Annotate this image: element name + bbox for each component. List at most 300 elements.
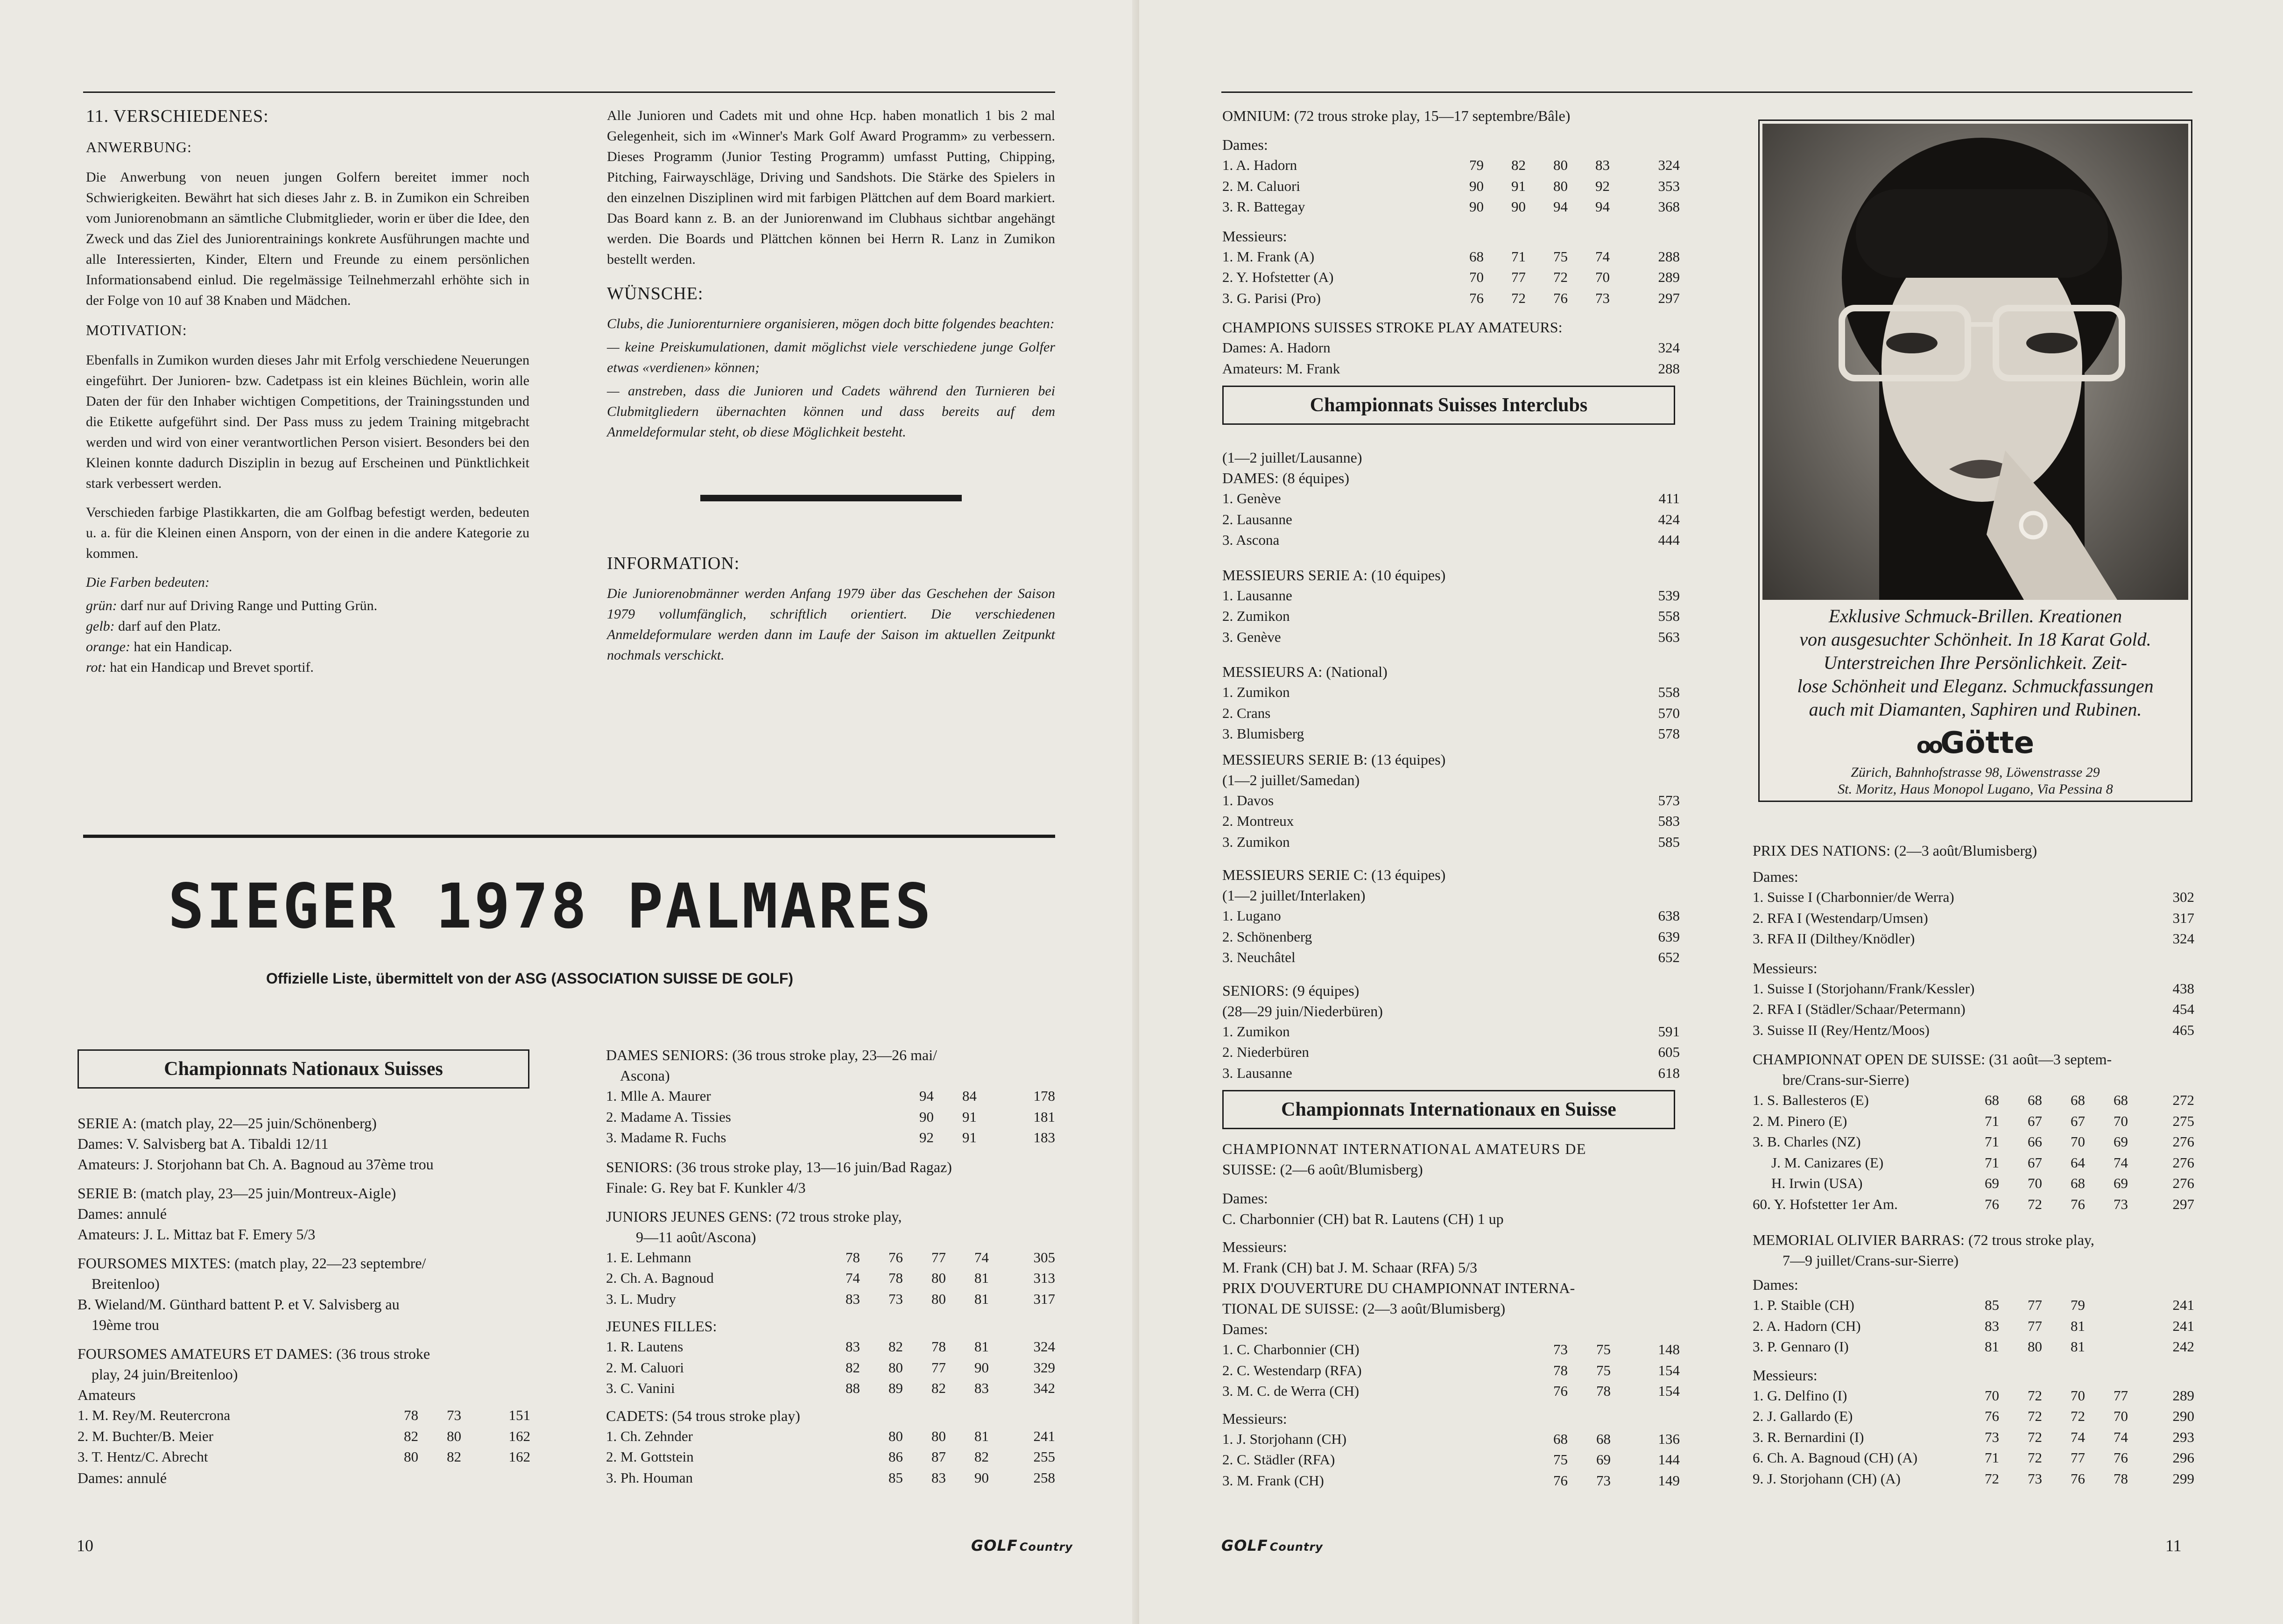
result-score: 83: [931, 1469, 946, 1486]
result-score: 275: [2172, 1112, 2194, 1129]
result-score: 241: [2172, 1297, 2194, 1313]
wuensche-item: — anstreben, dass die Junioren und Cadets während den Turnieren bei Clubmitgliedern übernachten können und dass bereits auf dem Anmeldeformular steht, ob diese Möglichkeit besteht.: [607, 383, 1055, 440]
result-row: [1753, 1173, 2194, 1194]
serie-b-table: [1222, 790, 1680, 853]
result-score: 86: [888, 1448, 903, 1465]
ad-address: Zürich, Bahnhofstrasse 98, Löwenstrasse 29 St. Moritz, Haus Monopol Lugano, Via Pessina 8: [1838, 765, 2113, 797]
open-suisse-title: CHAMPIONNAT OPEN DE SUISSE: (31 août—3 septem-: [1753, 1051, 2112, 1068]
seniors-title: SENIORS: (36 trous stroke play, 13—16 juin/Bad Ragaz): [606, 1158, 952, 1175]
result-score: 324: [1658, 339, 1680, 356]
result-score: 90: [1511, 198, 1526, 215]
motivation-text: Ebenfalls in Zumikon wurden dieses Jahr mit Erfolg verschiedene Neuerungen eingeführt. Der Junioren- bzw. Cadetpass ist ein kleines Büchlein, worin alle Daten der für den Inhaber wichtigen Competitions, der Trainingsstunden und die Etikette aufgeführt sind. Der Pass muss zu jedem Training mitgebracht werden und wird von einer verantwortlichen Person visiert. Besonders bei den Kleinen konnte dadurch Disziplin in bezug auf Erscheinen und Pünktlichkeit stark verbessert werden.: [86, 352, 529, 491]
result-score: 73: [888, 1290, 903, 1307]
prix-ouverture-dames-table: [1222, 1339, 1680, 1402]
result-score: [2085, 1336, 2128, 1357]
result-score: 67: [2028, 1154, 2042, 1171]
column-verschiedenes: [86, 105, 529, 678]
separator-bar: [700, 495, 962, 501]
section-box-interclubs: Championnats Suisses Interclubs: [1222, 386, 1675, 425]
result-score: 78: [931, 1338, 946, 1355]
result-row: [1753, 1090, 2194, 1111]
result-score: 591: [1658, 1023, 1680, 1040]
seniors-result: Finale: G. Rey bat F. Kunkler 4/3: [606, 1179, 806, 1196]
result-score: 89: [888, 1380, 903, 1396]
result-score: 558: [1658, 608, 1680, 624]
omnium-messieurs-table: [1222, 246, 1680, 309]
cadets-title: CADETS: (54 trous stroke play): [606, 1407, 800, 1424]
prix-nations-title: PRIX DES NATIONS: (2—3 août/Blumisberg): [1753, 842, 2037, 859]
page-number: 11: [2165, 1536, 2182, 1555]
result-name: 2. A. Hadorn (CH): [1753, 1317, 1861, 1334]
result-score: 94: [1595, 198, 1610, 215]
dames-label: Dames:: [1753, 1276, 1798, 1293]
result-row: [78, 1426, 530, 1447]
result-row: [1753, 887, 2194, 908]
result-score: 67: [2071, 1112, 2085, 1129]
seniors-date: (28—29 juin/Niederbüren): [1222, 1002, 1383, 1019]
international-amateurs-title: CHAMPIONNAT INTERNATIONAL AMATEURS DE: [1222, 1140, 1586, 1157]
serie-a-table: [1222, 585, 1680, 648]
result-score: 73: [1985, 1428, 1999, 1445]
international-messieurs-result: M. Frank (CH) bat J. M. Schaar (RFA) 5/3: [1222, 1259, 1478, 1276]
result-score: 465: [2172, 1021, 2194, 1038]
result-score: 90: [919, 1108, 934, 1125]
dames-label: Dames:: [1222, 1321, 1268, 1337]
result-score: 558: [1658, 684, 1680, 700]
result-name: 3. Blumisberg: [1222, 725, 1304, 742]
result-score: 77: [1511, 269, 1526, 285]
result-name: 2. RFA I (Westendarp/Umsen): [1753, 909, 1928, 926]
result-name: 1. J. Storjohann (CH): [1222, 1430, 1347, 1447]
serie-b-title: MESSIEURS SERIE B: (13 équipes): [1222, 751, 1446, 768]
result-row: [1222, 906, 1680, 927]
farben-title: Die Farben bedeuten:: [86, 575, 210, 590]
farbe-item: orange: hat ein Handicap.: [86, 639, 233, 654]
result-name: 2. Zumikon: [1222, 608, 1290, 624]
result-score: 69: [2114, 1175, 2128, 1191]
result-score: 85: [888, 1469, 903, 1486]
result-name: 1. Ch. Zehnder: [606, 1427, 693, 1444]
result-score: 74: [2114, 1154, 2128, 1171]
result-name: 3. R. Battegay: [1222, 198, 1305, 215]
result-name: 1. Zumikon: [1222, 684, 1290, 700]
result-score: 77: [2028, 1317, 2042, 1334]
result-score: 652: [1658, 949, 1680, 965]
result-score: 78: [1553, 1362, 1568, 1378]
serie-a-dames: Dames: V. Salvisberg bat A. Tibaldi 12/11: [78, 1135, 329, 1152]
result-name: 1. Davos: [1222, 792, 1274, 808]
result-row: [1222, 337, 1680, 359]
messieurs-label: Messieurs:: [1753, 1366, 1818, 1384]
result-row: [1222, 682, 1680, 703]
woman-with-glasses-image: [1762, 124, 2188, 600]
result-score: 73: [1596, 1472, 1611, 1489]
result-score: 73: [2028, 1470, 2042, 1487]
result-row: [1753, 1406, 2194, 1427]
jeunes-filles-table: [606, 1336, 1055, 1399]
result-score: 74: [2071, 1428, 2085, 1445]
result-score: 94: [1553, 198, 1568, 215]
result-score: 70: [1985, 1387, 1999, 1404]
result-score: 64: [2071, 1154, 2085, 1171]
result-score: 583: [1658, 813, 1680, 829]
result-row: [606, 1378, 1055, 1399]
result-score: 69: [1596, 1451, 1611, 1468]
result-score: 411: [1658, 490, 1680, 506]
result-name: 60. Y. Hofstetter 1er Am.: [1753, 1195, 1898, 1212]
result-name: 3. T. Hentz/C. Abrecht: [78, 1448, 208, 1465]
result-name: 3. Ph. Houman: [606, 1469, 693, 1486]
result-score: 342: [1033, 1380, 1055, 1396]
result-row: [1753, 1385, 2194, 1406]
result-score: 70: [2071, 1387, 2085, 1404]
result-score: 539: [1658, 587, 1680, 604]
messieurs-a-table: [1222, 682, 1680, 745]
result-score: 68: [2071, 1175, 2085, 1191]
omnium-dames-table: [1222, 155, 1680, 218]
result-name: 2. Montreux: [1222, 813, 1294, 829]
result-score: 178: [1033, 1088, 1055, 1104]
top-rule-left: [83, 91, 1055, 93]
result-score: 75: [1596, 1362, 1611, 1378]
result-row: [1753, 1194, 2194, 1215]
result-row: [606, 1289, 1055, 1310]
result-score: 80: [931, 1427, 946, 1444]
result-row: [1222, 703, 1680, 724]
result-row: [1222, 627, 1680, 648]
result-name: 3. P. Gennaro (I): [1753, 1338, 1849, 1355]
result-score: [2085, 1316, 2128, 1337]
result-score: 183: [1033, 1129, 1055, 1146]
result-score: 77: [2071, 1449, 2085, 1466]
result-score: 71: [1985, 1112, 1999, 1129]
dames-label: Dames:: [1222, 136, 1268, 153]
result-score: 73: [1595, 289, 1610, 306]
result-score: 289: [1658, 269, 1680, 285]
result-score: 80: [1553, 157, 1568, 173]
ad-caption: Exklusive Schmuck-Brillen. Kreationen von ausgesuchter Schönheit. In 18 Karat Gold. Unterstreichen Ihre Persönlichkeit. Zeit- lose Schönheit und Eleganz. Schmuckfassungen auch mit Diamanten, Saphiren und Rubinen.: [1797, 605, 2154, 720]
result-score: 74: [846, 1270, 860, 1286]
result-score: 293: [2172, 1428, 2194, 1445]
result-row: [1222, 790, 1680, 811]
result-name: 2. M. Pinero (E): [1753, 1112, 1847, 1129]
messieurs-label: Messieurs:: [1222, 1410, 1287, 1427]
result-score: 162: [508, 1427, 530, 1444]
result-score: 288: [1658, 248, 1680, 265]
result-score: 454: [2172, 1001, 2194, 1017]
messieurs-label: Messieurs:: [1753, 959, 1818, 977]
dames-label: Dames:: [1222, 1190, 1268, 1207]
memorial-title: MEMORIAL OLIVIER BARRAS: (72 trous stroke play,: [1753, 1231, 2094, 1248]
result-score: 76: [1553, 1472, 1568, 1489]
column-wuensche: [607, 105, 1055, 674]
result-name: 3. Ascona: [1222, 532, 1280, 548]
result-name: 2. Madame A. Tissies: [606, 1108, 731, 1125]
result-row: [606, 1086, 1055, 1107]
foursomes-dames: Dames: annulé: [78, 1469, 167, 1486]
banner-title: SIEGER 1978 PALMARES: [168, 871, 933, 942]
result-name: 1. A. Hadorn: [1222, 157, 1297, 173]
result-score: 83: [1595, 157, 1610, 173]
banner-subtitle: Offizielle Liste, übermittelt von der ASG (ASSOCIATION SUISSE DE GOLF): [266, 970, 794, 987]
result-name: 2. Y. Hofstetter (A): [1222, 269, 1334, 285]
result-row: [606, 1268, 1055, 1289]
champions-stroke-table: [1222, 337, 1680, 379]
result-score: 90: [974, 1359, 989, 1376]
result-row: [606, 1127, 1055, 1148]
result-score: 72: [2028, 1387, 2042, 1404]
ad-photo: [1762, 124, 2188, 600]
result-score: 91: [962, 1108, 977, 1125]
result-score: 90: [974, 1469, 989, 1486]
result-score: 73: [2114, 1195, 2128, 1212]
result-score: 317: [1033, 1290, 1055, 1307]
result-name: J. M. Canizares (E): [1771, 1154, 1884, 1171]
result-score: 74: [2114, 1428, 2128, 1445]
juniors-title: JUNIORS JEUNES GENS: (72 trous stroke play,: [606, 1208, 902, 1225]
right-page: [1139, 0, 2283, 1624]
result-score: 162: [508, 1448, 530, 1465]
anwerbung-title: ANWERBUNG:: [86, 139, 192, 155]
magazine-logo: GOLF Country: [971, 1537, 1073, 1554]
result-name: Dames: A. Hadorn: [1222, 339, 1331, 356]
result-score: 76: [2071, 1195, 2085, 1212]
open-suisse-venue: bre/Crans-sur-Sierre): [1783, 1071, 1910, 1088]
result-score: 73: [447, 1407, 461, 1423]
result-name: 1. C. Charbonnier (CH): [1222, 1341, 1360, 1357]
result-row: [1222, 1042, 1680, 1063]
result-name: 3. C. Vanini: [606, 1380, 675, 1396]
result-score: 368: [1658, 198, 1680, 215]
result-score: 83: [846, 1290, 860, 1307]
result-row: [1753, 1132, 2194, 1153]
result-name: 1. Zumikon: [1222, 1023, 1290, 1040]
result-score: 70: [2114, 1408, 2128, 1424]
result-row: [1222, 1360, 1680, 1381]
juniors-venue: 9—11 août/Ascona): [636, 1228, 756, 1245]
result-score: 72: [1553, 269, 1568, 285]
result-row: [1222, 811, 1680, 832]
result-score: 72: [2028, 1408, 2042, 1424]
result-row: [1753, 1469, 2194, 1490]
interclubs-date: (1—2 juillet/Lausanne): [1222, 449, 1362, 466]
result-score: 90: [1469, 198, 1484, 215]
foursomes-mixtes-result: 19ème trou: [92, 1316, 159, 1333]
result-name: 2. Crans: [1222, 704, 1271, 721]
result-score: 353: [1658, 177, 1680, 194]
result-row: [1222, 724, 1680, 745]
result-score: 76: [1985, 1408, 1999, 1424]
result-score: 81: [974, 1270, 989, 1286]
result-name: 3. Zumikon: [1222, 833, 1290, 850]
result-score: 77: [2114, 1387, 2128, 1404]
result-score: 136: [1658, 1430, 1680, 1447]
result-row: [1753, 1295, 2194, 1316]
result-name: 1. Suisse I (Charbonnier/de Werra): [1753, 889, 1954, 905]
result-row: [1222, 488, 1680, 509]
result-score: 81: [974, 1290, 989, 1307]
result-score: 570: [1658, 704, 1680, 721]
result-name: 3. Madame R. Fuchs: [606, 1129, 726, 1146]
result-score: 91: [1511, 177, 1526, 194]
result-score: 70: [1595, 269, 1610, 285]
result-score: 82: [404, 1427, 418, 1444]
result-score: 290: [2172, 1408, 2194, 1424]
result-score: 148: [1658, 1341, 1680, 1357]
result-score: [2085, 1295, 2128, 1316]
result-score: 80: [931, 1270, 946, 1286]
result-score: 302: [2172, 889, 2194, 905]
ad-brand-logo: ooGötte: [1916, 726, 2035, 760]
result-score: 289: [2172, 1387, 2194, 1404]
messieurs-a-title: MESSIEURS A: (National): [1222, 663, 1388, 680]
open-suisse-table: [1753, 1090, 2194, 1215]
result-name: 2. M. Caluori: [1222, 177, 1301, 194]
result-name: 2. Lausanne: [1222, 511, 1292, 527]
left-page: [0, 0, 1139, 1624]
result-row: [1753, 1427, 2194, 1448]
result-name: 3. B. Charles (NZ): [1753, 1133, 1861, 1150]
serie-a-amateurs: Amateurs: J. Storjohann bat Ch. A. Bagnoud au 37ème trou: [78, 1156, 434, 1173]
result-score: 296: [2172, 1449, 2194, 1466]
result-score: 75: [1596, 1341, 1611, 1357]
result-score: 76: [2071, 1470, 2085, 1487]
result-name: 3. RFA II (Dilthey/Knödler): [1753, 930, 1915, 947]
result-score: 585: [1658, 833, 1680, 850]
result-score: 94: [919, 1088, 934, 1104]
result-score: 81: [2071, 1317, 2085, 1334]
result-score: 78: [404, 1407, 418, 1423]
cadets-table: [606, 1426, 1055, 1489]
serie-b-title: SERIE B: (match play, 23—25 juin/Montreux-Aigle): [78, 1185, 396, 1202]
result-name: 3. Genève: [1222, 628, 1281, 645]
result-name: 1. M. Rey/M. Reutercrona: [78, 1407, 231, 1423]
result-score: 255: [1033, 1448, 1055, 1465]
result-name: 3. M. Frank (CH): [1222, 1472, 1324, 1489]
information-text: Die Juniorenobmänner werden Anfang 1979 über das Geschehen der Saison 1979 vollumfänglich, schriftlich orientiert. Die verschiedenen Anmeldeformulare werden dann im Laufe der Saison im aktuellen Zeitpunkt nochmals verschickt.: [607, 586, 1055, 663]
serie-b-amateurs: Amateurs: J. L. Mittaz bat F. Emery 5/3: [78, 1226, 316, 1243]
memorial-venue: 7—9 juillet/Crans-sur-Sierre): [1783, 1252, 1959, 1269]
result-score: 78: [846, 1249, 860, 1265]
result-score: 67: [2028, 1112, 2042, 1129]
result-score: 87: [931, 1448, 946, 1465]
result-score: 80: [888, 1427, 903, 1444]
result-score: 71: [1985, 1133, 1999, 1150]
result-row: [1222, 606, 1680, 627]
result-score: 79: [1469, 157, 1484, 173]
serie-b-date: (1—2 juillet/Samedan): [1222, 771, 1360, 788]
result-name: 1. Lausanne: [1222, 587, 1292, 604]
foursomes-amateurs-table: [78, 1405, 530, 1468]
motivation-title: MOTIVATION:: [86, 322, 187, 338]
result-name: 2. RFA I (Städler/Schaar/Petermann): [1753, 1001, 1966, 1017]
result-score: 81: [974, 1427, 989, 1444]
dames-seniors-table: [606, 1086, 1055, 1148]
result-row: [606, 1426, 1055, 1447]
result-score: 72: [2028, 1449, 2042, 1466]
international-amateurs-venue: SUISSE: (2—6 août/Blumisberg): [1222, 1161, 1423, 1178]
result-score: 324: [1033, 1338, 1055, 1355]
result-score: 80: [2028, 1338, 2042, 1355]
result-name: 1. M. Frank (A): [1222, 248, 1315, 265]
prix-nations-messieurs-table: [1753, 978, 2194, 1041]
result-name: 6. Ch. A. Bagnoud (CH) (A): [1753, 1449, 1918, 1466]
result-row: [606, 1468, 1055, 1489]
result-score: 638: [1658, 907, 1680, 924]
result-score: 313: [1033, 1270, 1055, 1286]
result-score: 154: [1658, 1362, 1680, 1378]
result-score: 258: [1033, 1469, 1055, 1486]
result-score: 76: [1553, 1383, 1568, 1399]
result-score: 68: [2114, 1092, 2128, 1108]
result-row: [606, 1247, 1055, 1268]
result-score: 76: [888, 1249, 903, 1265]
section-heading: 11. VERSCHIEDENES:: [86, 106, 269, 126]
result-score: 81: [1985, 1338, 1999, 1355]
foursomes-mixtes-result: B. Wieland/M. Günthard battent P. et V. Salvisberg au: [78, 1296, 400, 1313]
wuensche-item: — keine Preiskumulationen, damit möglichst viele verschiedene junge Golfer etwas «verdienen» können;: [607, 339, 1055, 375]
result-name: 1. Genève: [1222, 490, 1281, 506]
result-score: 241: [1033, 1427, 1055, 1444]
advertisement: [1758, 120, 2192, 802]
result-name: 9. J. Storjohann (CH) (A): [1753, 1470, 1901, 1487]
farbe-item: gelb: darf auf den Platz.: [86, 619, 221, 634]
result-name: 1. S. Ballesteros (E): [1753, 1092, 1869, 1108]
result-row: [1222, 1429, 1680, 1450]
serie-c-date: (1—2 juillet/Interlaken): [1222, 887, 1366, 904]
result-score: 90: [1469, 177, 1484, 194]
result-row: [1222, 947, 1680, 968]
result-score: 78: [2114, 1470, 2128, 1487]
result-score: 276: [2172, 1133, 2194, 1150]
result-name: 3. Neuchâtel: [1222, 949, 1296, 965]
result-score: 71: [1985, 1449, 1999, 1466]
foursomes-amateurs-label: Amateurs: [78, 1386, 136, 1403]
result-score: 299: [2172, 1470, 2194, 1487]
result-row: [606, 1357, 1055, 1378]
result-score: 69: [1985, 1175, 1999, 1191]
result-row: [1753, 1020, 2194, 1041]
result-score: 242: [2172, 1338, 2194, 1355]
result-name: 2. Niederbüren: [1222, 1044, 1309, 1060]
result-score: 76: [1985, 1195, 1999, 1212]
result-row: [1222, 1063, 1680, 1084]
result-score: 297: [1658, 289, 1680, 306]
result-score: 81: [2071, 1338, 2085, 1355]
result-score: 83: [846, 1338, 860, 1355]
result-score: 317: [2172, 909, 2194, 926]
result-row: [1222, 927, 1680, 948]
result-score: 72: [2071, 1408, 2085, 1424]
result-score: 77: [931, 1249, 946, 1265]
serie-c-title: MESSIEURS SERIE C: (13 équipes): [1222, 866, 1446, 883]
result-score: 83: [1985, 1317, 1999, 1334]
top-rule-right: [1221, 91, 2192, 93]
result-score: 68: [1469, 248, 1484, 265]
messieurs-label: Messieurs:: [1222, 1238, 1287, 1255]
result-row: [1222, 530, 1680, 551]
foursomes-amateurs-title: FOURSOMES AMATEURS ET DAMES: (36 trous stroke: [78, 1345, 430, 1362]
result-score: 73: [1553, 1341, 1568, 1357]
result-score: 79: [2071, 1297, 2085, 1313]
result-row: [1753, 1111, 2194, 1132]
result-row: [1753, 928, 2194, 949]
international-dames-result: C. Charbonnier (CH) bat R. Lautens (CH) 1 up: [1222, 1210, 1504, 1227]
magazine-logo: GOLF Country: [1221, 1537, 1323, 1554]
result-score: 72: [2028, 1428, 2042, 1445]
result-score: 70: [2028, 1175, 2042, 1191]
result-row: [1753, 1448, 2194, 1469]
